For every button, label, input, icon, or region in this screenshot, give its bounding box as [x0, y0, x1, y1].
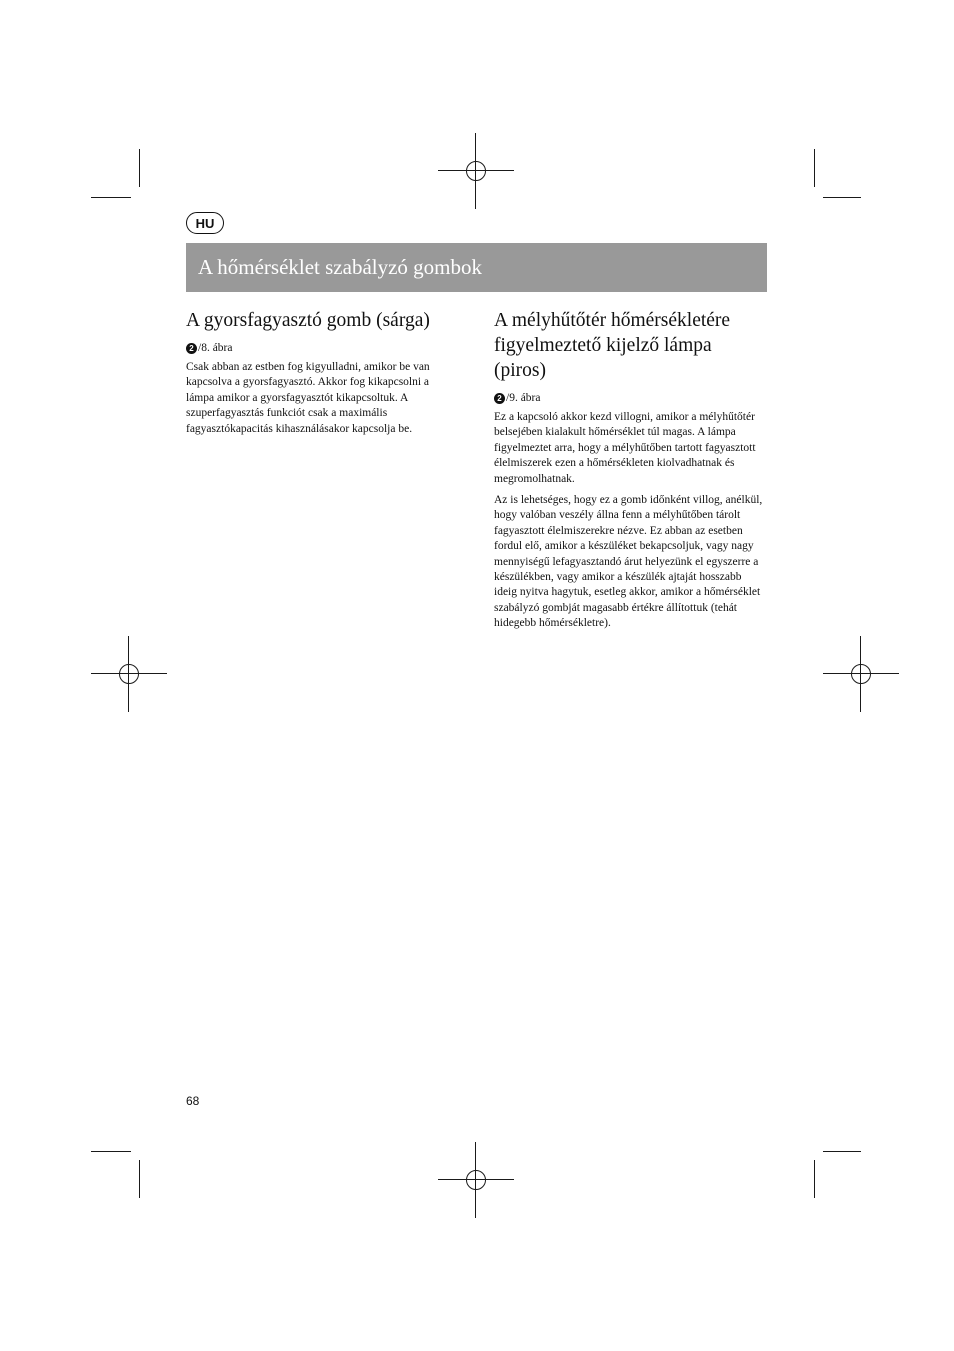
figure-number-badge: 2 [494, 393, 505, 404]
section-heading: A mélyhűtőtér hőmérsékletére figyelmeztető kijelző lámpa (piros) [494, 310, 731, 381]
crop-mark [139, 149, 140, 187]
page-number: 68 [186, 1094, 200, 1108]
registration-mark [438, 1142, 514, 1218]
paragraph: Az is lehetséges, hogy ez a gomb időnként villog, anélkül, hogy valóban veszély állna fenn a mélyhűtőben tárolt fagyasztott élelmiszerekre nézve. Ez abban az esetben fordul elő, amikor a készüléket bekapcsoljuk, vagy nagy mennyiségű lefagyasztandó árut helyezünk el egyszerre a készülékben, vagy amikor a készülék ajtaját hosszabb ideig nyitva hagytuk, esetleg akkor, amikor a hőmérséklet szabályzó gombját magasabb értékre állítottuk (tehát hidegebb hőmérsékletre). [494, 494, 763, 630]
left-column [186, 308, 448, 443]
section-banner [186, 243, 767, 292]
registration-mark [438, 133, 514, 209]
paragraph: Csak abban az estben fog kigyulladni, amikor be van kapcsolva a gyorsfagyasztó. Akkor fog kikapcsolni a lámpa amikor a gyorsfagyasztót kikapcsoltuk. A szuperfagyasztás funkciót csak a maximális fagyasztókapacitás kihasználásakor kapcsolja be. [186, 361, 430, 435]
crop-mark [814, 149, 815, 187]
registration-mark [823, 636, 899, 712]
language-badge: HU [186, 212, 224, 234]
crop-mark [814, 1160, 815, 1198]
crop-mark [139, 1160, 140, 1198]
crop-mark [91, 197, 131, 198]
section-heading: A gyorsfagyasztó gomb (sárga) [186, 310, 430, 331]
figure-reference-text: /9. ábra [506, 392, 541, 404]
figure-reference [186, 341, 448, 356]
figure-reference-text: /8. ábra [198, 342, 233, 354]
figure-number-badge: 2 [186, 343, 197, 354]
crop-mark [823, 1151, 861, 1152]
figure-reference [494, 391, 766, 406]
paragraph: Ez a kapcsoló akkor kezd villogni, amikor a mélyhűtőtér belsejében kialakult hőmérséklet túl magas. A lámpa figyelmeztet arra, hogy a mélyhűtőben tartott fagyasztott élelmiszerek ezen a hőmérsékleten kiolvadhatnak és megromolhatnak. [494, 411, 756, 485]
registration-mark [91, 636, 167, 712]
right-column [494, 308, 766, 638]
crop-mark [91, 1151, 131, 1152]
banner-title: A hőmérséklet szabályzó gombok [198, 255, 483, 279]
crop-mark [823, 197, 861, 198]
